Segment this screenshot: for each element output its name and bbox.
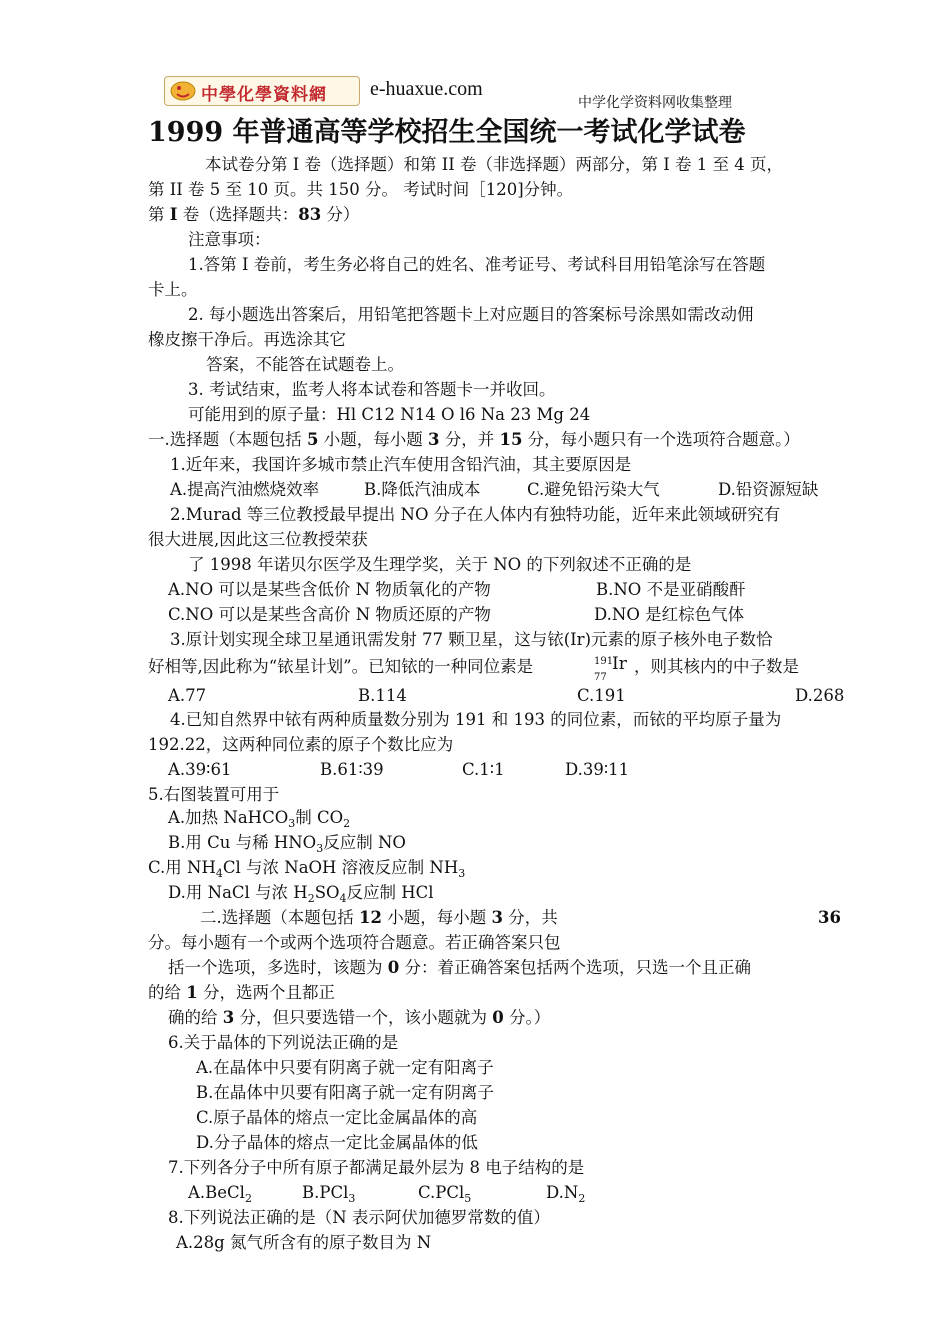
note-3: 3. 考试结束，监考人将本试卷和答题卡一并收回。 [188, 380, 556, 399]
q4-stem-1: 4.已知自然界中铱有两种质量数分别为 191 和 193 的同位素，而铱的平均原子量为 [170, 710, 782, 729]
page-title: 1999 年普通高等学校招生全国统一考试化学试卷 [148, 117, 746, 148]
note-1-cont: 卡上。 [148, 280, 198, 299]
q5-option-d[interactable]: D.用 NaCl 与浓 $H_2SO_4$反应制 HCl [168, 883, 434, 905]
q3-option-a[interactable]: A.77 [168, 686, 207, 705]
q1-option-a[interactable]: A.提高汽油燃烧效率 [170, 480, 320, 499]
q7-option-c[interactable]: C.PCl$_5$ [418, 1183, 472, 1205]
note-2: 2. 每小题选出答案后，用铅笔把答题卡上对应题目的答案标号涂黑如需改动佣 [188, 305, 754, 324]
site-logo[interactable] [164, 76, 360, 106]
q2-stem-3: 了 1998 年诺贝尔医学及生理学奖，关于 NO 的下列叙述不正确的是 [188, 555, 692, 574]
q1-option-b[interactable]: B.降低汽油成本 [364, 480, 481, 499]
q6-option-a[interactable]: A.在晶体中只要有阴离子就一定有阳离子 [196, 1058, 494, 1077]
section1-heading: 一.选择题（本题包括 5 小题，每小题 3 分，并 15 分，每小题只有一个选项符合题意。） [148, 430, 800, 449]
iridium-isotope-symbol: 191 77 Ir [594, 654, 627, 683]
q1-option-c[interactable]: C.避免铅污染大气 [527, 480, 660, 499]
q5-option-a[interactable]: A.加热 NaHCO$_3$制 $CO_2$ [168, 808, 351, 830]
q7-option-a[interactable]: A.BeCl$_2$ [188, 1183, 252, 1205]
section2-line-3: 括一个选项，多选时，该题为 0 分：着正确答案包括两个选项，只选一个且正确 [168, 958, 751, 977]
q2-option-c[interactable]: C.NO 可以是某些含高价 N 物质还原的产物 [168, 605, 491, 624]
intro-line-2: 第 II 卷 5 至 10 页。共 150 分。 考试时间［120]分钟。 [148, 180, 574, 199]
q7-option-b[interactable]: B.PCl$_3$ [302, 1183, 356, 1205]
q6-stem: 6.关于晶体的下列说法正确的是 [168, 1033, 399, 1052]
logo-text: 中學化學資料網 [201, 85, 327, 105]
atomic-weights: 可能用到的原子量：Hl C12 N14 O l6 Na 23 Mg 24 [188, 405, 591, 424]
q5-stem: 5.右图装置可用于 [148, 785, 280, 804]
q8-option-a[interactable]: A.28g 氮气所含有的原子数目为 N [176, 1233, 432, 1252]
section2-heading: 二.选择题（本题包括 12 小题，每小题 3 分，共 [200, 908, 558, 927]
q3-option-b[interactable]: B.114 [358, 686, 407, 705]
q7-stem: 7.下列各分子中所有原子都满足最外层为 8 电子结构的是 [168, 1158, 585, 1177]
flask-icon [169, 80, 197, 102]
q7-option-d[interactable]: $D.N_2$ [546, 1183, 586, 1205]
note-1: 1.答第 I 卷前，考生务必将自己的姓名、准考证号、考试科目用铅笔涂写在答题 [188, 255, 766, 274]
notes-heading: 注意事项： [188, 230, 271, 249]
q4-option-b[interactable]: B.61∶39 [320, 760, 384, 779]
part1-heading: 第 I 卷（选择题共：83 分） [148, 205, 360, 224]
q1-stem: 1.近年来，我国许多城市禁止汽车使用含铅汽油，其主要原因是 [170, 455, 632, 474]
note-2-cont: 橡皮擦干净后。再选涂其它 [148, 330, 346, 349]
site-url[interactable]: e-huaxue.com [370, 78, 483, 100]
intro-line-1: 本试卷分第 I 卷（选择题）和第 II 卷（非选择题）两部分，第 I 卷 1 至 4 页， [205, 155, 784, 174]
section2-line-2: 分。每小题有一个或两个选项符合题意。若正确答案只包 [148, 933, 561, 952]
q4-option-c[interactable]: C.1∶1 [462, 760, 505, 779]
section2-line-5: 确的给 3 分，但只要选错一个，该小题就为 0 分。） [168, 1008, 551, 1027]
q3-stem-2-end: ，则其核内的中子数是 [634, 657, 799, 676]
q2-option-d[interactable]: D.NO 是红棕色气体 [594, 605, 745, 624]
q2-stem-1: 2.Murad 等三位教授最早提出 NO 分子在人体内有独特功能，近年来此领域研究有 [170, 505, 781, 524]
q5-option-b[interactable]: B.用 Cu 与稀 $HNO_3$反应制 NO [168, 833, 406, 855]
q6-option-b[interactable]: B.在晶体中贝要有阳离子就一定有阴离子 [196, 1083, 494, 1102]
q6-option-d[interactable]: D.分子晶体的熔点一定比金属晶体的低 [196, 1133, 478, 1152]
q8-stem: 8.下列说法正确的是（N 表示阿伏加德罗常数的值） [168, 1208, 550, 1227]
q2-stem-2: 很大进展,因此这三位教授荣获 [148, 530, 368, 549]
q4-stem-2: 192.22，这两种同位素的原子个数比应为 [148, 735, 454, 754]
note-2-cont-2: 答案，不能答在试题卷上。 [206, 355, 404, 374]
q3-stem-2: 好相等,因此称为“铱星计划”。已知铱的一种同位素是 [148, 657, 534, 676]
q6-option-c[interactable]: C.原子晶体的熔点一定比金属晶体的高 [196, 1108, 478, 1127]
section2-total: 36 [818, 908, 841, 927]
q1-option-d[interactable]: D.铅资源短缺 [718, 480, 819, 499]
collected-note: 中学化学资料网收集整理 [578, 95, 732, 111]
q4-option-d[interactable]: D.39∶11 [565, 760, 630, 779]
section2-line-4: 的给 1 分，选两个且都正 [148, 983, 335, 1002]
q3-option-c[interactable]: C.191 [577, 686, 626, 705]
q2-option-a[interactable]: A.NO 可以是某些含低价 N 物质氧化的产物 [168, 580, 491, 599]
q3-stem-1: 3.原计划实现全球卫星通讯需发射 77 颗卫星，这与铱(Ir)元素的原子核外电子数恰 [170, 630, 773, 649]
q4-option-a[interactable]: A.39∶61 [168, 760, 232, 779]
q5-option-c[interactable]: C.用 $NH_4Cl$ 与浓 NaOH 溶液反应制 $NH_3$ [148, 858, 466, 880]
q2-option-b[interactable]: B.NO 不是亚硝酸酐 [596, 580, 746, 599]
q3-option-d[interactable]: D.268 [795, 686, 845, 705]
